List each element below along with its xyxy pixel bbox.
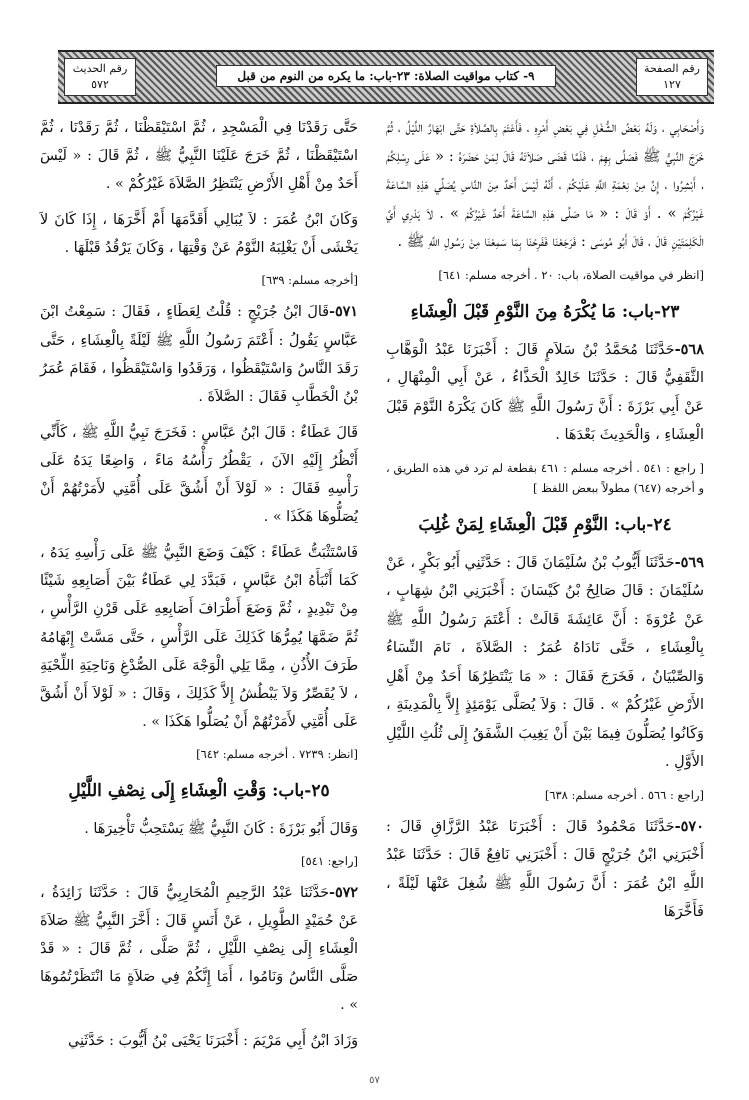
hadith-number: ٥٧٢-: [329, 884, 358, 901]
chapter-heading-25: ٢٥-باب: وَقْتِ الْعِشَاءِ إِلَى نِصْفِ اللَّيْلِ: [68, 780, 330, 801]
chapter-heading-23: ٢٣-باب: مَا يُكْرَهُ مِنَ النَّوْمِ قَبْلَ الْعِشَاءِ: [410, 301, 680, 322]
hadith-569: [386, 549, 704, 777]
hadith-number-box: [64, 58, 136, 96]
hadith-text: حَدَّثَنَا أَيُّوبُ بْنُ سُلَيْمَانَ قَالَ : حَدَّثَنِي أَبُو بَكْرٍ ، عَنْ سُلَيْمَانَ : قَالَ صَالِحُ بْنُ كَيْسَانَ : أَخْبَرَنِي ابْنُ شِهَابٍ ، عَنْ عُرْوَةَ : أَنَّ عَائِشَةَ قَالَتْ : أَعْتَمَ رَسُولُ اللَّهِ ﷺ بِالْعِشَاءِ ، حَتَّى نَادَاهُ عُمَرُ : الصَّلاَةَ ، نَامَ النِّسَاءُ وَالصِّبْيَانُ ، فَخَرَجَ فَقَالَ : « مَا يَنْتَظِرُهَا أَحَدٌ مِنْ أَهْلِ الأَرْضِ غَيْرُكُمْ » . قَالَ : وَلاَ يُصَلَّى يَوْمَئِذٍ إِلاَّ بِالْمَدِينَةِ ، وَكَانُوا يُصَلُّونَ فِيمَا بَيْنَ أَنْ يَغِيبَ الشَّفَقُ إِلَى ثُلُثِ اللَّيْلِ الأَوَّلِ .: [386, 554, 704, 770]
hadith-text: حَدَّثَنَا مَحْمُودٌ قَالَ : أَخْبَرَنَا عَبْدُ الرَّزَّاقِ قَالَ : أَخْبَرَنِي ابْنُ جُرَيْجٍ قَالَ : أَخْبَرَنِي نَافِعٌ قَالَ : حَدَّثَنَا عَبْدُ اللَّهِ ابْنُ عُمَرَ : أَنَّ رَسُولَ اللَّهِ ﷺ شُغِلَ عَنْهَا لَيْلَةً ، فَأَخَّرَهَا: [386, 818, 704, 920]
paragraph: وَكَانَ ابْنُ عُمَرَ : لاَ يُبَالِي أَقَدَّمَهَا أَمْ أَخَّرَهَا ، إِذَا كَانَ لاَ يَخْشَى أَنْ يَغْلِبَهُ النَّوْمُ عَنْ وَقْتِهَا ، وَكَانَ يَرْقُدُ قَبْلَهَا .: [40, 212, 358, 257]
hadith-text: حَدَّثَنَا مُحَمَّدُ بْنُ سَلاَمٍ قَالَ : أَخْبَرَنَا عَبْدُ الْوَهَّابِ الثَّقَفِيُّ قَالَ : حَدَّثَنَا خَالِدٌ الْحَذَّاءُ ، عَنْ أَبِي الْمِنْهَالِ ، عَنْ أَبِي بَرْزَةَ : أَنَّ رَسُولَ اللَّهِ ﷺ كَانَ يَكْرَهُ النَّوْمَ قَبْلَ الْعِشَاءِ ، وَالْحَدِيثَ بَعْدَهَا .: [386, 341, 704, 443]
paragraph: وَقَالَ أَبُو بَرْزَةَ : كَانَ النَّبِيُّ ﷺ يَسْتَحِبُّ تَأْخِيرَهَا .: [84, 820, 358, 837]
page-number: ١٢٧: [663, 78, 681, 91]
paragraph: وَأَصْحَابِي ، وَلَهُ بَعْضُ الشُّغْلِ فِي بَعْضِ أَمْرِهِ ، فَأَعْتَمَ بِالصَّلاَةِ حَتَّى ابْهَارَّ اللَّيْلُ ، ثُمَّ خَرَجَ النَّبِيُّ ﷺ فَصَلَّى بِهِمْ ، فَلَمَّا قَضَى صَلاَتَهُ قَالَ لِمَنْ حَضَرَهُ : « عَلَى رِسْلِكُمْ ، أَبْشِرُوا ، إِنَّ مِنْ نِعْمَةِ اللَّهِ عَلَيْكُمْ ، أَنَّهُ لَيْسَ أَحَدٌ مِنَ النَّاسِ يُصَلِّي هَذِهِ السَّاعَةَ غَيْرُكُمْ » . أَوْ قَالَ : « مَا صَلَّى هَذِهِ السَّاعَةَ أَحَدٌ غَيْرُكُمْ » . لاَ يَدْرِي أَيَّ الْكَلِمَتَيْنِ قَالَ ، قَالَ أَبُو مُوسَى : فَرَجَعْنَا فَفَرِحْنَا بِمَا سَمِعْنَا مِنْ رَسُولِ اللَّهِ ﷺ .: [386, 120, 704, 250]
reference-note: [ راجع : ٥٤١ . أخرجه مسلم : ٤٦١ بقطعة لم ترد في هذه الطريق ، و أخرجه (٦٤٧) مطولاً ببعض اللفظ ]: [386, 460, 704, 495]
hadith-572: [40, 879, 358, 1019]
chapter-heading-24: ٢٤-باب: النَّوْمِ قَبْلَ الْعِشَاءِ لِمَنْ غُلِبَ: [418, 514, 672, 535]
paragraph: حَتَّى رَقَدْنَا فِي الْمَسْجِدِ ، ثُمَّ اسْتَيْقَظْنَا ، ثُمَّ رَقَدْنَا ، ثُمَّ اسْتَيْقَظْنَا ، ثُمَّ خَرَجَ عَلَيْنَا النَّبِيُّ ﷺ ، ثُمَّ قَالَ : « لَيْسَ أَحَدٌ مِنْ أَهْلِ الأَرْضِ يَنْتَظِرُ الصَّلاَةَ غَيْرُكُمْ » .: [40, 120, 358, 193]
page-label: رقم الصفحة: [644, 62, 700, 75]
header-title: ٩- كتاب مواقيت الصلاة: ٢٣-باب: ما يكره من النوم من قبل: [216, 65, 556, 87]
reference-note: [راجع : ٥٦٦ . أخرجه مسلم: ٦٣٨]: [544, 787, 704, 802]
paragraph: وَزَادَ ابْنُ أَبِي مَرْيَمَ : أَخْبَرَنَا يَحْيَى بْنُ أَيُّوبَ : حَدَّثَنِي: [68, 1033, 358, 1050]
hadith-number: ٥٧٠-: [674, 817, 704, 835]
hadith-number: ٥٧٢: [91, 78, 109, 91]
page-number-box: [636, 58, 708, 96]
hadith-571: [40, 298, 358, 410]
reference-note: [انظر في مواقيت الصلاة، باب: ٢٠ . أخرجه مسلم: ٦٤١]: [438, 267, 704, 282]
hadith-label: رقم الحديث: [72, 62, 128, 75]
paragraph: قَالَ عَطَاءٌ : قَالَ ابْنُ عَبَّاسٍ : فَخَرَجَ نَبِيُّ اللَّهِ ﷺ ، كَأَنِّي أَنْظُرُ إِلَيْهِ الآنَ ، يَقْطُرُ رَأْسُهُ مَاءً ، وَاضِعًا يَدَهُ عَلَى رَأْسِهِ فَقَالَ : « لَوْلاَ أَنْ أَشُقَّ عَلَى أُمَّتِي لأَمَرْتُهُمْ أَنْ يُصَلُّوهَا هَكَذَا » .: [40, 424, 358, 526]
reference-note: [انظر: ٧٢٣٩ . أخرجه مسلم: ٦٤٢]: [196, 746, 358, 761]
hadith-568: [386, 336, 704, 450]
footer-mark: ٥٧: [369, 1075, 380, 1086]
hadith-number: ٥٦٨-: [674, 340, 704, 358]
hadith-number: ٥٧١-: [329, 304, 358, 321]
page-header: [58, 50, 714, 104]
reference-note: [أخرجه مسلم: ٦٣٩]: [261, 273, 358, 288]
hadith-570: [386, 813, 704, 927]
hadith-text: حَدَّثَنَا عَبْدُ الرَّحِيمِ الْمُحَارِبِيُّ قَالَ : حَدَّثَنَا زَائِدَةُ ، عَنْ حُمَيْدٍ الطَّوِيلِ ، عَنْ أَنَسٍ قَالَ : أَخَّرَ النَّبِيُّ ﷺ صَلاَةَ الْعِشَاءِ إِلَى نِصْفِ اللَّيْلِ ، ثُمَّ صَلَّى ، ثُمَّ قَالَ : « قَدْ صَلَّى النَّاسُ وَنَامُوا ، أَمَا إِنَّكُمْ فِي صَلاَةٍ مَا انْتَظَرْتُمُوهَا » .: [40, 884, 358, 1014]
right-column: [386, 114, 704, 935]
hadith-number: ٥٦٩-: [674, 553, 704, 571]
reference-note: [راجع: ٥٤١]: [300, 853, 358, 868]
paragraph: فَاسْتَثْبَتُّ عَطَاءً : كَيْفَ وَضَعَ النَّبِيُّ ﷺ عَلَى رَأْسِهِ يَدَهُ ، كَمَا أَنْبَأَهُ ابْنُ عَبَّاسٍ ، فَبَدَّدَ لِي عَطَاءٌ بَيْنَ أَصَابِعِهِ شَيْئًا مِنْ تَبْدِيدٍ ، ثُمَّ وَضَعَ أَطْرَافَ أَصَابِعِهِ عَلَى قَرْنِ الرَّأْسِ ، ثُمَّ ضَمَّهَا يُمِرُّهَا كَذَلِكَ عَلَى الرَّأْسِ ، حَتَّى مَسَّتْ إِبْهَامُهُ طَرَفَ الأُذُنِ ، مِمَّا يَلِي الْوَجْهَ عَلَى الصُّدْغِ وَنَاحِيَةِ اللِّحْيَةِ ، لاَ يُقَصِّرُ وَلاَ يَبْطُشُ إِلاَّ كَذَلِكَ ، وَقَالَ : « لَوْلاَ أَنْ أَشُقَّ عَلَى أُمَّتِي لأَمَرْتُهُمْ أَنْ يُصَلُّوا هَكَذَا » .: [40, 545, 358, 730]
hadith-text: قَالَ ابْنُ جُرَيْجٍ : قُلْتُ لِعَطَاءٍ ، فَقَالَ : سَمِعْتُ ابْنَ عَبَّاسٍ يَقُولُ : أَعْتَمَ رَسُولُ اللَّهِ ﷺ لَيْلَةً بِالْعِشَاءِ ، حَتَّى رَقَدَ النَّاسُ وَاسْتَيْقَظُوا ، وَرَقَدُوا وَاسْتَيْقَظُوا ، فَقَامَ عُمَرُ بْنُ الْخَطَّابِ فَقَالَ : الصَّلاَةَ .: [40, 304, 358, 405]
left-column: [40, 114, 358, 1064]
